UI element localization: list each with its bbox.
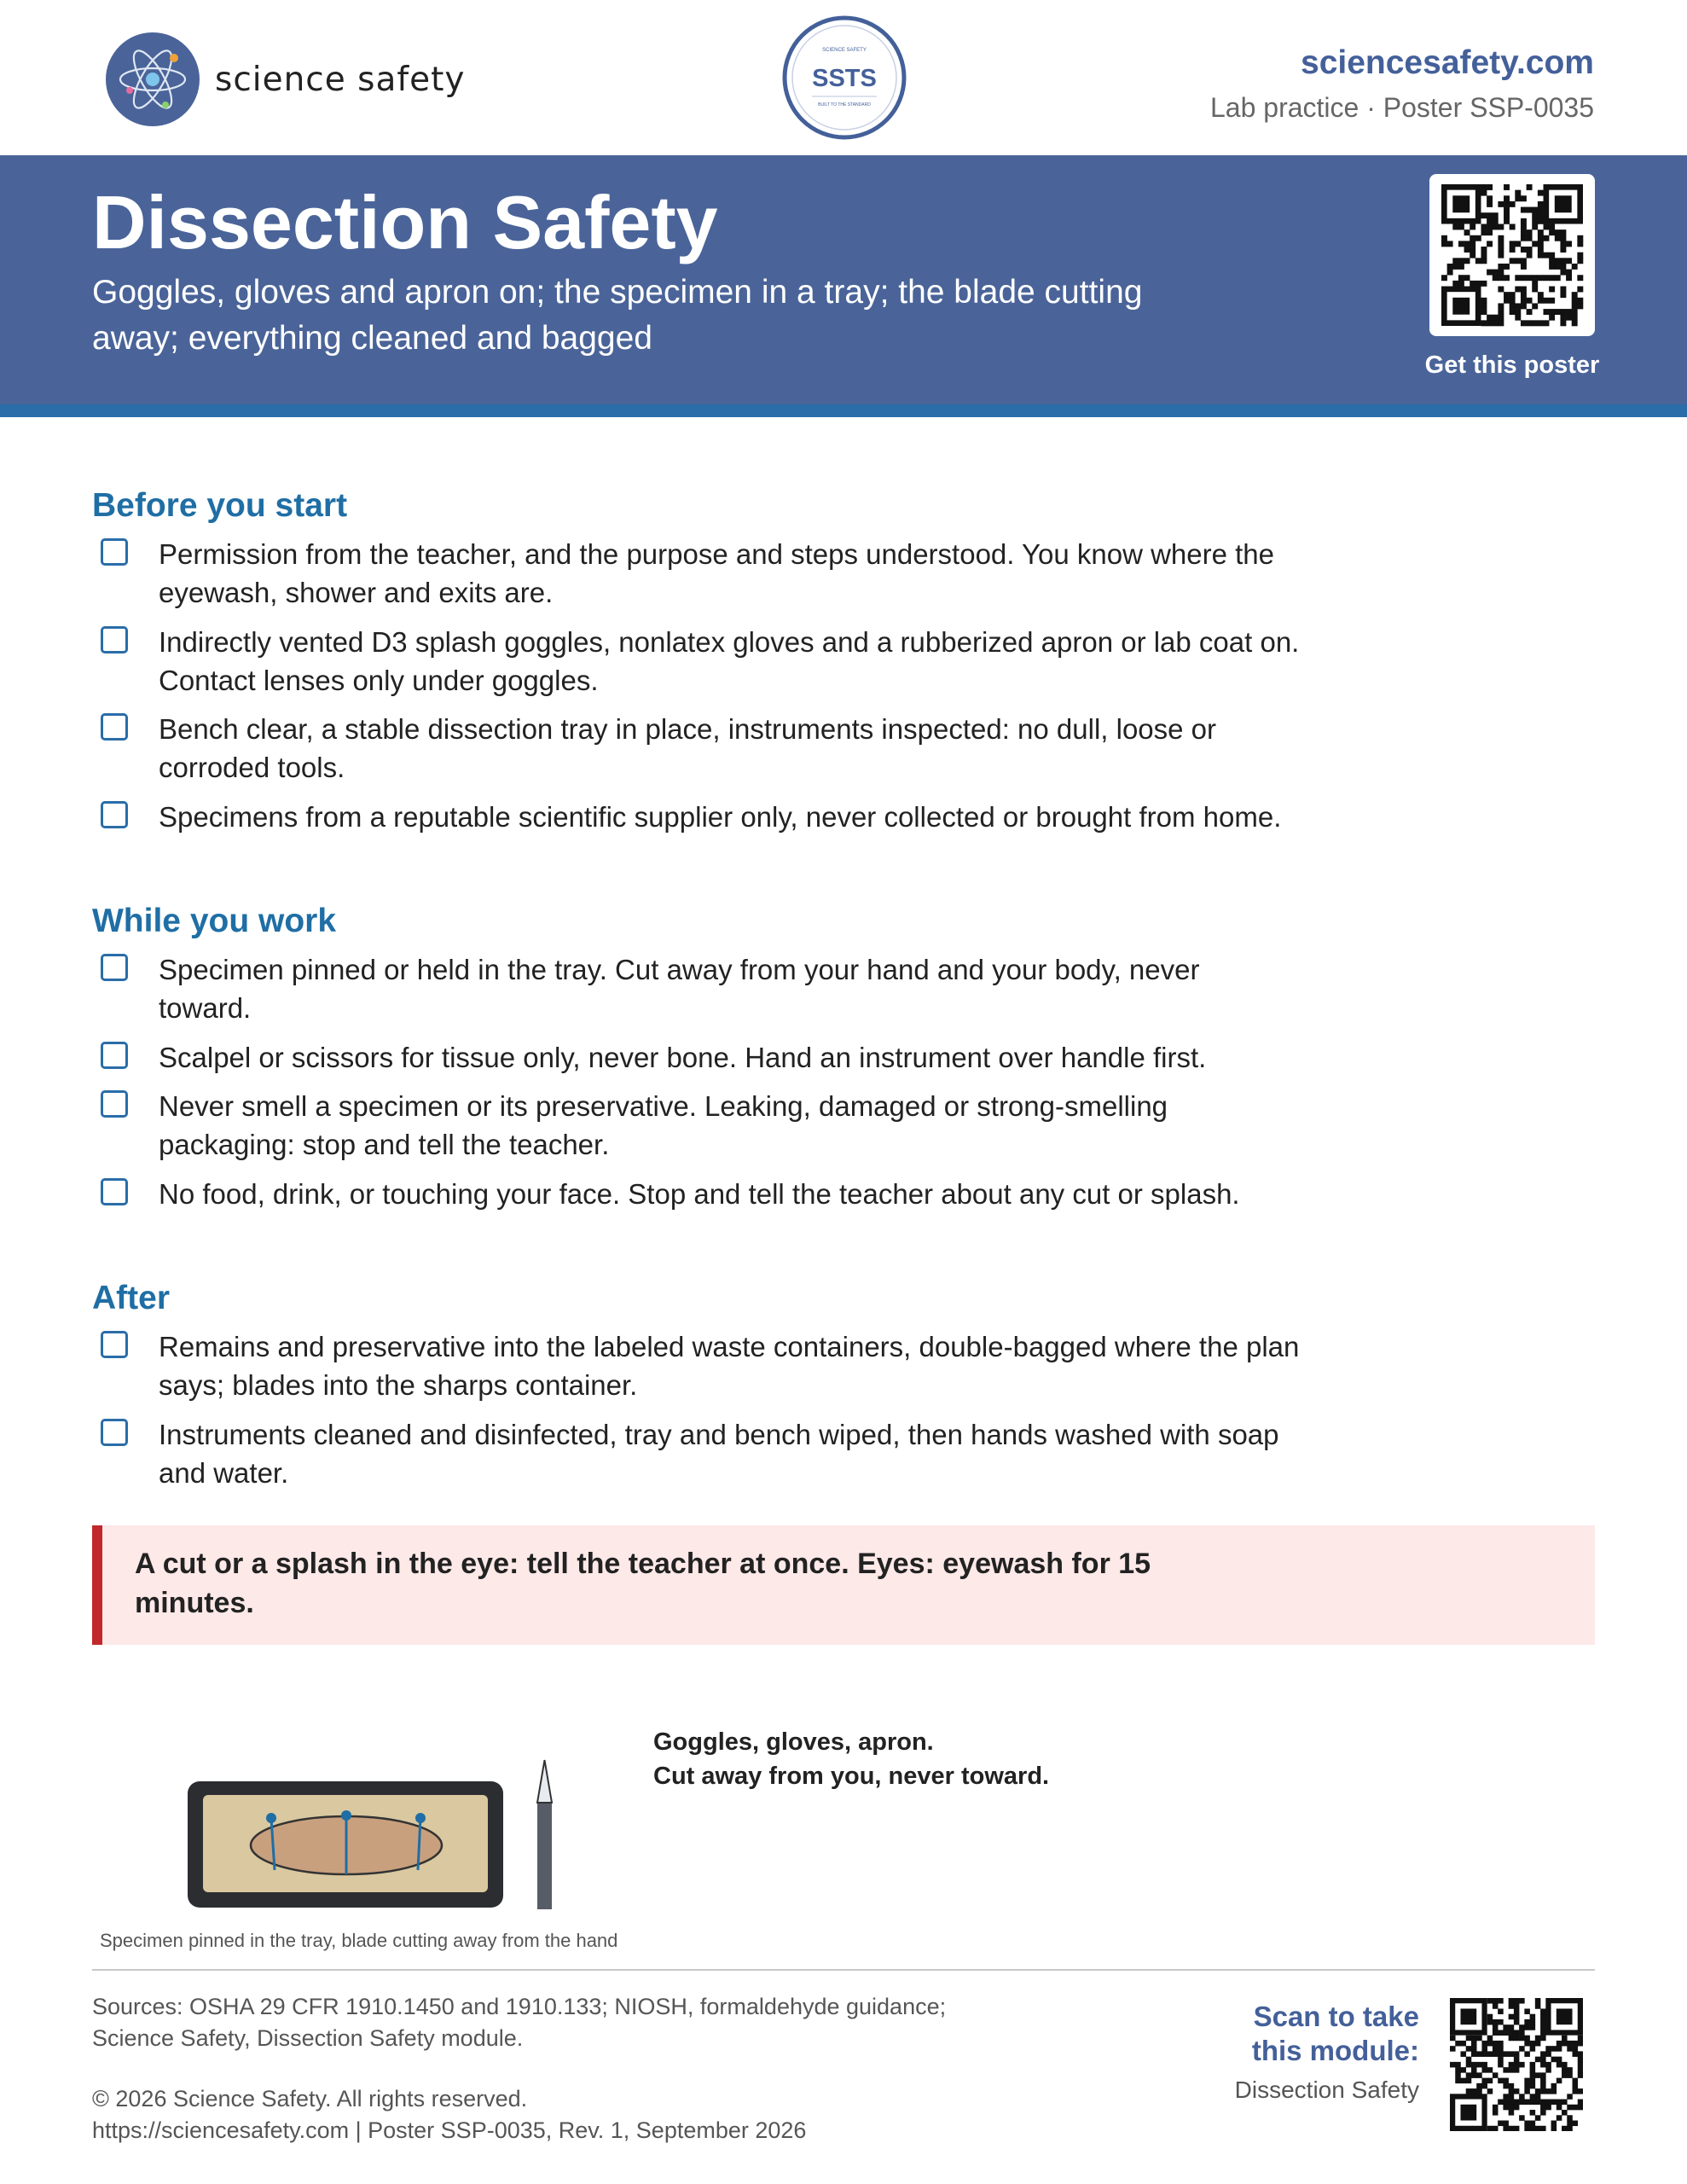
checklist-item-text: Scalpel or scissors for tissue only, never bone. Hand an instrument over handle first. xyxy=(159,1042,1207,1073)
page-title: Dissection Safety xyxy=(92,180,718,264)
checklist-item[interactable] xyxy=(101,1327,1329,1404)
checklist-item[interactable] xyxy=(101,950,1329,1027)
brand-name: science safety xyxy=(215,60,466,99)
checklist-item-text: Permission from the teacher, and the purpose and steps understood. You know where the eyewash, shower and exits are. xyxy=(159,538,1274,608)
scalpel-handle xyxy=(537,1803,552,1909)
checklist-item[interactable] xyxy=(101,710,1329,787)
scan-title xyxy=(1235,2000,1419,2068)
pin-head xyxy=(341,1810,351,1821)
sources xyxy=(92,1991,1116,2054)
seal-top-text: SCIENCE SAFETY xyxy=(822,48,867,53)
site-info xyxy=(1210,44,1594,124)
figure-note-line-1: Goggles, gloves, apron. xyxy=(653,1728,934,1756)
checklist-item-text: No food, drink, or touching your face. Stop and tell the teacher about any cut or splash. xyxy=(159,1178,1240,1210)
banner-stripe xyxy=(0,404,1687,417)
qr-code-icon xyxy=(1429,174,1595,336)
copyright xyxy=(92,2083,806,2146)
sources-line-2: Science Safety, Dissection Safety module. xyxy=(92,2025,524,2051)
scalpel-blade-icon xyxy=(537,1760,552,1803)
checklist-item-text: Never smell a specimen or its preservative. Leaking, damaged or strong-smelling packaging: stop and tell the teacher. xyxy=(159,1090,1168,1160)
checkbox[interactable] xyxy=(101,538,128,566)
footer-url-link[interactable]: https://sciencesafety.com | Poster SSP-0035, Rev. 1, September 2026 xyxy=(92,2117,807,2143)
checklist-item[interactable] xyxy=(101,1087,1329,1164)
checklist-item-text: Instruments cleaned and disinfected, tray and bench wiped, then hands washed with soap and water. xyxy=(159,1419,1279,1489)
checklist-item[interactable] xyxy=(101,1175,1329,1213)
scan-title-line-2: this module: xyxy=(1251,2035,1419,2066)
atom-icon xyxy=(106,32,200,126)
scan-title-line-1: Scan to take xyxy=(1253,2001,1419,2032)
qr-caption: Get this poster xyxy=(1424,351,1600,379)
checklist-item[interactable] xyxy=(101,1415,1329,1492)
checkbox[interactable] xyxy=(101,801,128,828)
copyright-line: © 2026 Science Safety. All rights reserved. xyxy=(92,2086,528,2111)
checklist-item-text: Remains and preservative into the labeled waste containers, double-bagged where the plan says; blades into the sharps container. xyxy=(159,1331,1300,1401)
checklist-item[interactable] xyxy=(101,798,1329,836)
pin-head xyxy=(415,1813,426,1823)
footer-divider xyxy=(92,1969,1595,1971)
pin-head xyxy=(266,1813,276,1823)
checkbox[interactable] xyxy=(101,626,128,653)
checklist-item-text: Specimen pinned or held in the tray. Cut away from your hand and your body, never toward. xyxy=(159,954,1200,1024)
scan-module xyxy=(1235,2000,1419,2104)
warning-text: A cut or a splash in the eye: tell the teacher at once. Eyes: eyewash for 15 minutes. xyxy=(135,1548,1151,1619)
figure-caption: Specimen pinned in the tray, blade cutting away from the hand xyxy=(100,1930,618,1951)
checkbox[interactable] xyxy=(101,1331,128,1358)
checkbox[interactable] xyxy=(101,1419,128,1446)
scan-module-name: Dissection Safety xyxy=(1234,2077,1419,2103)
checklist-item-text: Specimens from a reputable scientific supplier only, never collected or brought from home. xyxy=(159,801,1282,833)
ssts-seal xyxy=(782,15,907,140)
checklist-item[interactable] xyxy=(101,535,1329,612)
site-subtitle: Lab practice · Poster SSP-0035 xyxy=(1209,92,1594,123)
seal-bottom-text: BUILT TO THE STANDARD xyxy=(818,102,871,107)
site-url-link[interactable]: sciencesafety.com xyxy=(1301,44,1594,81)
section-heading-after: After xyxy=(92,1280,171,1316)
checkbox[interactable] xyxy=(101,1178,128,1205)
checkbox[interactable] xyxy=(101,1042,128,1069)
dissection-tray-illustration xyxy=(179,1756,563,1909)
seal-center-text: SSTS xyxy=(812,65,877,92)
checklist-item-text: Indirectly vented D3 splash goggles, nonlatex gloves and a rubberized apron or lab coat on. Contact lenses only under goggles. xyxy=(159,626,1300,696)
checkbox[interactable] xyxy=(101,1090,128,1118)
brand[interactable] xyxy=(106,32,465,126)
sources-line-1: Sources: OSHA 29 CFR 1910.1450 and 1910.133; NIOSH, formaldehyde guidance; xyxy=(92,1994,947,2019)
checkbox[interactable] xyxy=(101,954,128,981)
figure-note xyxy=(653,1725,1049,1793)
page-subtitle: Goggles, gloves and apron on; the specimen in a tray; the blade cutting away; everything cleaned and bagged xyxy=(92,274,1143,357)
checklist-item[interactable] xyxy=(101,623,1329,700)
poster-qr-code[interactable] xyxy=(1429,174,1595,336)
module-qr-code-icon[interactable] xyxy=(1450,1998,1583,2131)
section-heading-while: While you work xyxy=(92,903,337,939)
checklist-item[interactable] xyxy=(101,1038,1329,1077)
section-heading-before: Before you start xyxy=(92,487,348,524)
checkbox[interactable] xyxy=(101,713,128,741)
figure-note-line-2: Cut away from you, never toward. xyxy=(653,1763,1050,1790)
checklist-item-text: Bench clear, a stable dissection tray in place, instruments inspected: no dull, loose or corroded tools. xyxy=(159,713,1217,783)
